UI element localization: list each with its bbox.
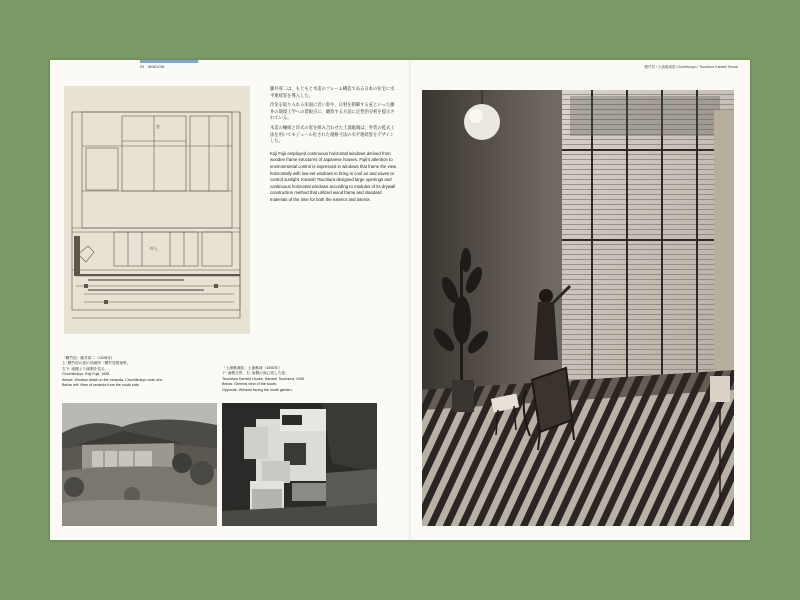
caption-line: 下: 南側全景、右: 南側の庭に面した窓。 — [222, 371, 289, 376]
photo-tsuchiura-house — [222, 403, 377, 526]
book-spread — [50, 60, 750, 540]
caption-line: 「土浦亀城邸」土浦亀城（1935年） — [222, 366, 282, 370]
caption-chochikukyo — [62, 356, 222, 388]
caption-tsuchiura-house — [222, 366, 382, 393]
window-detail-drawing — [64, 86, 250, 334]
caption-line: Tsuchiura Kameki House, Kameki Tsuchiura, 1935 — [222, 376, 305, 381]
section-label: 03 · WINDOW — [140, 65, 165, 69]
caption-line: Below: General view of the south. — [222, 382, 277, 387]
spread-gutter — [409, 60, 411, 540]
caption-line: Below left: View of veranda from the south side. — [62, 383, 140, 388]
photo-tsuchiura-svg — [222, 403, 377, 526]
caption-line: Above: Window detail on the veranda, Chochikukyo zuan-shu — [62, 377, 163, 382]
section-tab-bar — [140, 60, 198, 63]
caption-line: 左下: 南側より縁側を見る。 — [62, 366, 109, 371]
caption-line: 「聴竹居」藤井厚二（1928年） — [62, 356, 115, 360]
body-paragraph-jp-1: 藤井厚二は、もともと木造のフレーム構造である日本の住宅に水平連続窓を導入した。 — [270, 86, 395, 98]
photo-interior-window — [422, 90, 734, 526]
body-paragraph-jp-2: 冷気を取り入れる床面に近い窓や、日射を制御する庇といった藤井の環境工学への着眼点に、観察する方法に定性的分析を提示されている。 — [270, 102, 395, 121]
body-paragraph-jp-3: 木造の軸組と洋式の窓を組み合わせた土浦亀城は、外装の乾式工法を用いてモジュール化された規格寸法の水平連続窓をデザインした。 — [270, 124, 395, 144]
photo-chochikukyo-svg — [62, 403, 217, 526]
drawing-label-closet: 押入 — [150, 246, 158, 251]
body-text — [270, 86, 398, 207]
running-head: 聴竹居 / 土浦亀城邸 Chochikukyo / Tsuchiura Kameki House — [644, 65, 738, 69]
body-paragraph-en: Koji Fujii employed continuous horizontal windows derived from wooden frame structures of Japanese houses. Fujii's attention to environmental control is expressed in windows that frame the view horizontally with low-set windows to bring in cool air and eaves to control sunlight. Kameki Tsuchiura designed large openings and continuous horizontal windows according to modules of its drywall construction method that utilized wood frame and standard materials of the time for both the exterior and interior. — [270, 150, 397, 202]
window-detail-drawing-svg — [64, 86, 250, 334]
caption-line: Chochikukyo, Koji Fujii, 1928 — [62, 372, 110, 377]
caption-line: Opposite: Window facing the south garden. — [222, 387, 293, 392]
drawing-label-window: 窓 — [156, 124, 160, 129]
caption-line: 上: 聴竹居の窓の詳細図「聴竹居図案集」 — [62, 361, 131, 366]
photo-chochikukyo-veranda — [62, 403, 217, 526]
photo-interior-svg — [422, 90, 734, 526]
